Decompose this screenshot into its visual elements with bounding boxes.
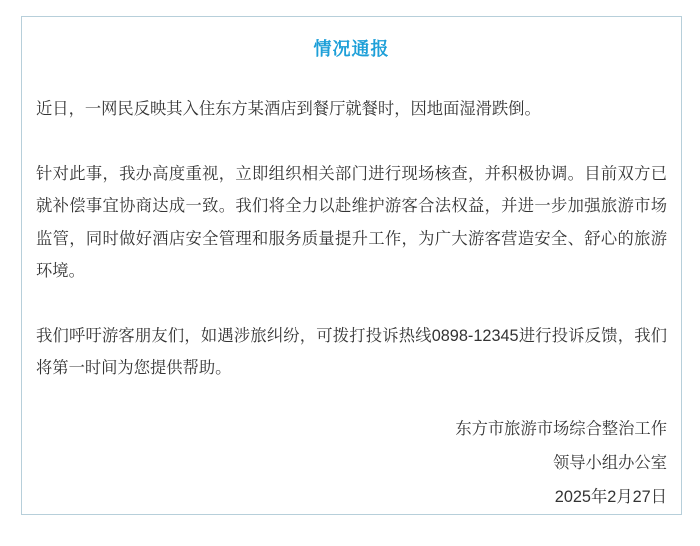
notice-panel <box>21 16 682 515</box>
signature-org-line-1: 东方市旅游市场综合整治工作 <box>455 419 667 438</box>
notice-paragraph-response: 针对此事，我办高度重视，立即组织相关部门进行现场核查，并积极协调。目前双方已就补偿事宜协商达成一致。我们将全力以赴维护游客合法权益，并进一步加强旅游市场监管，同时做好酒店安全管理和服务质量提升工作，为广大游客营造安全、舒心的旅游环境。 <box>36 164 667 280</box>
notice-body <box>36 93 667 385</box>
notice-signature <box>36 412 667 514</box>
notice-title: 情况通报 <box>313 39 390 59</box>
notice-paragraph-hotline: 我们呼吁游客朋友们，如遇涉旅纠纷，可拨打投诉热线0898-12345进行投诉反馈，我们将第一时间为您提供帮助。 <box>36 326 667 377</box>
signature-org-line-2: 领导小组办公室 <box>553 453 667 472</box>
notice-paragraph-incident: 近日，一网民反映其入住东方某酒店到餐厅就餐时，因地面湿滑跌倒。 <box>36 100 541 118</box>
signature-date: 2025年2月27日 <box>554 487 667 506</box>
